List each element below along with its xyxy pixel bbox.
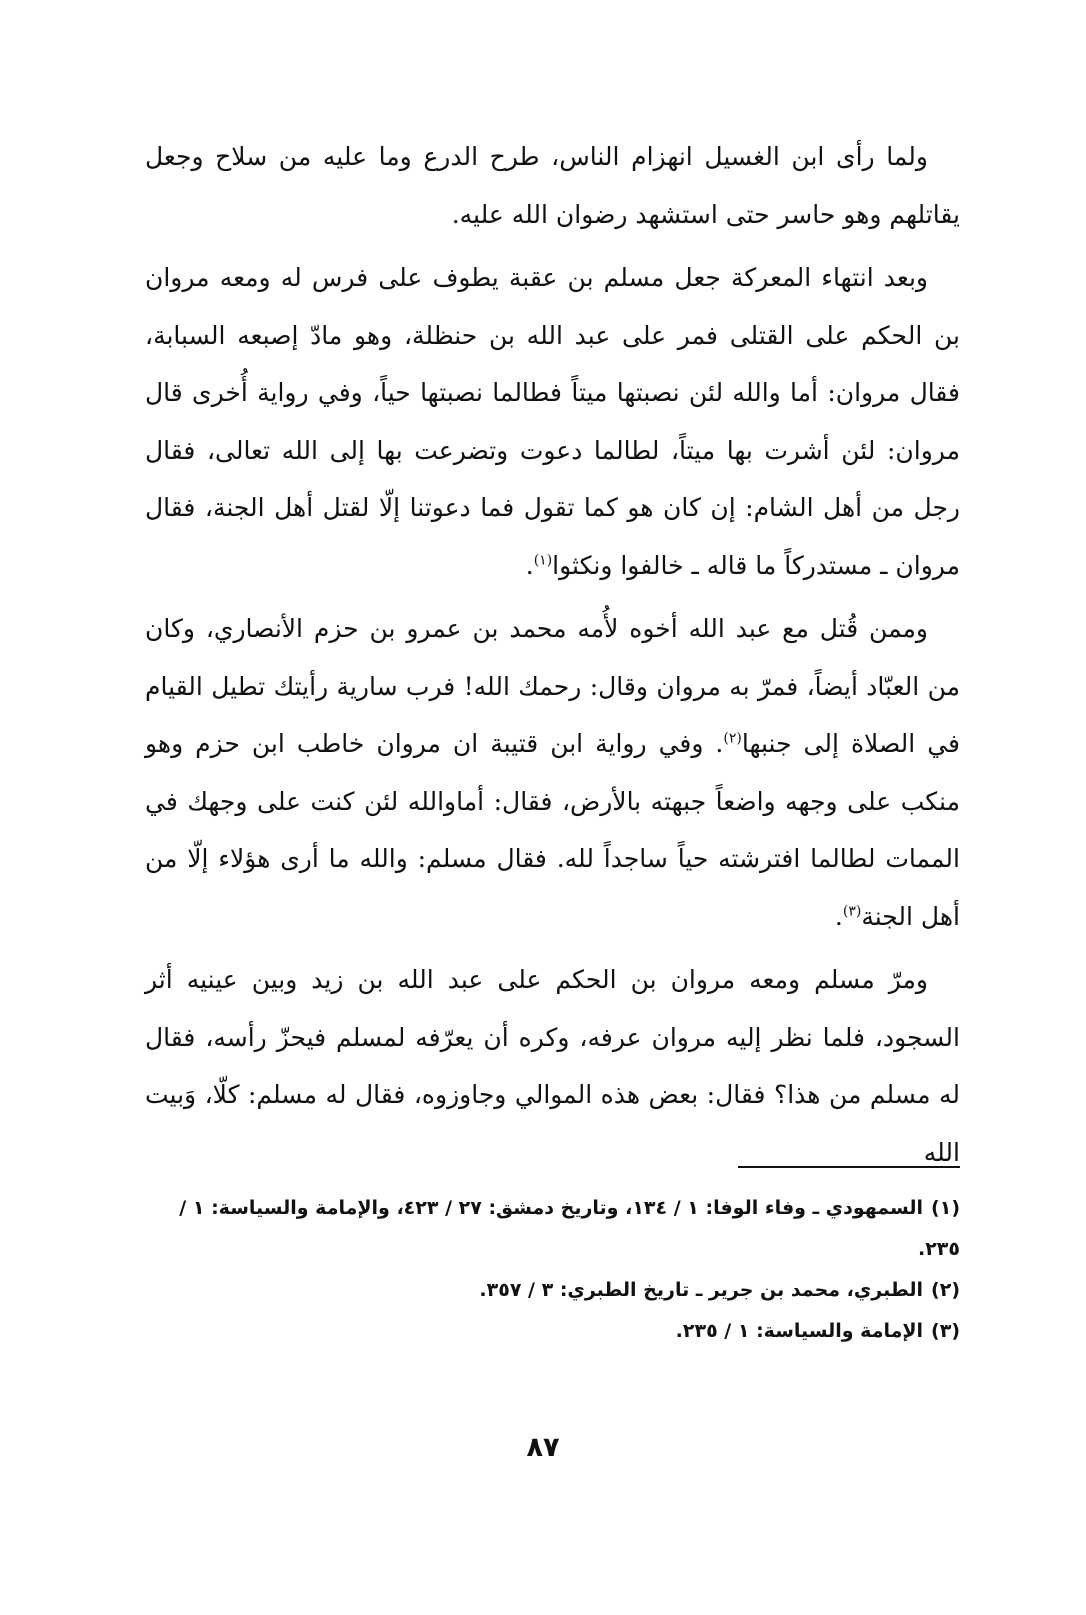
- footnote-separator: [738, 1166, 960, 1168]
- footnote-3: [145, 1311, 960, 1352]
- footnote-number: (١): [931, 1197, 960, 1219]
- footnote-1: [145, 1188, 960, 1270]
- paragraph-3: [145, 600, 960, 945]
- paragraph-text: .: [525, 550, 534, 580]
- footnote-text: الطبري، محمد بن جرير ـ تاريخ الطبري: ٣ / ٣٥٧.: [479, 1279, 924, 1301]
- paragraph-2: [145, 249, 960, 594]
- paragraph-4: [145, 951, 960, 1181]
- footnote-ref-2[interactable]: (٢): [723, 730, 742, 747]
- paragraph-text: وممن قُتل مع عبد الله أخوه لأُمه محمد بن عمرو بن حزم الأنصاري، وكان من العبّاد أيضاً، فمرّ به مروان وقال: رحمك الله! فرب سارية رأيتك تطيل القيام في الصلاة إلى جنبها: [145, 614, 960, 758]
- footnotes: [145, 1188, 960, 1352]
- paragraph-text: ولما رأى ابن الغسيل انهزام الناس، طرح الدرع وما عليه من سلاح وجعل يقاتلهم وهو حاسر حتى استشهد رضوان الله عليه.: [145, 142, 960, 229]
- footnote-text: الإمامة والسياسة: ١ / ٢٣٥.: [675, 1320, 924, 1342]
- footnote-text: السمهودي ـ وفاء الوفا: ١ / ١٣٤، وتاريخ دمشق: ٢٧ / ٤٢٣، والإمامة والسياسة: ١ / ٢٣٥.: [179, 1197, 960, 1260]
- footnote-ref-3[interactable]: (٣): [842, 903, 862, 920]
- paragraph-text: وبعد انتهاء المعركة جعل مسلم بن عقبة يطوف على فرس له ومعه مروان بن الحكم على القتلى فمر على عبد الله بن حنظلة، وهو مادّ إصبعه السبابة، فقال مروان: أما والله لئن نصبتها ميتاً فطالما نصبتها حياً، وفي رواية أُخرى قال مروان: لئن أشرت بها ميتاً، لطالما دعوت وتضرعت بها إلى الله تعالى، فقال رجل من أهل الشام: إن كان هو كما تقول فما دعوتنا إلّا لقتل أهل الجنة، فقال مروان ـ مستدركاً ما قاله ـ خالفوا ونكثوا: [145, 263, 960, 580]
- main-text: [145, 128, 960, 1181]
- paragraph-text: . وفي رواية ابن قتيبة ان مروان خاطب ابن حزم وهو منكب على وجهه واضعاً جبهته بالأرض، فقال: أماوالله لئن كنت على وجهك في الممات لطالما افترشته حياً ساجداً لله. فقال مسلم: والله ما أرى هؤلاء إلّا من أهل الجنة: [145, 729, 960, 931]
- paragraph-1: [145, 128, 960, 243]
- page-number: ٨٧: [526, 1432, 560, 1463]
- footnote-2: [145, 1270, 960, 1311]
- footnote-ref-1[interactable]: (١): [533, 552, 553, 569]
- footnote-number: (٢): [931, 1279, 960, 1301]
- paragraph-text: .: [834, 901, 843, 931]
- paragraph-text: ومرّ مسلم ومعه مروان بن الحكم على عبد الله بن زيد وبين عينيه أثر السجود، فلما نظر إليه مروان عرفه، وكره أن يعرّفه لمسلم فيحزّ رأسه، فقال له مسلم من هذا؟ فقال: بعض هذه الموالي وجاوزوه، فقال له مسلم: كلّا، وَبيت الله: [145, 965, 960, 1167]
- footnote-number: (٣): [931, 1320, 960, 1342]
